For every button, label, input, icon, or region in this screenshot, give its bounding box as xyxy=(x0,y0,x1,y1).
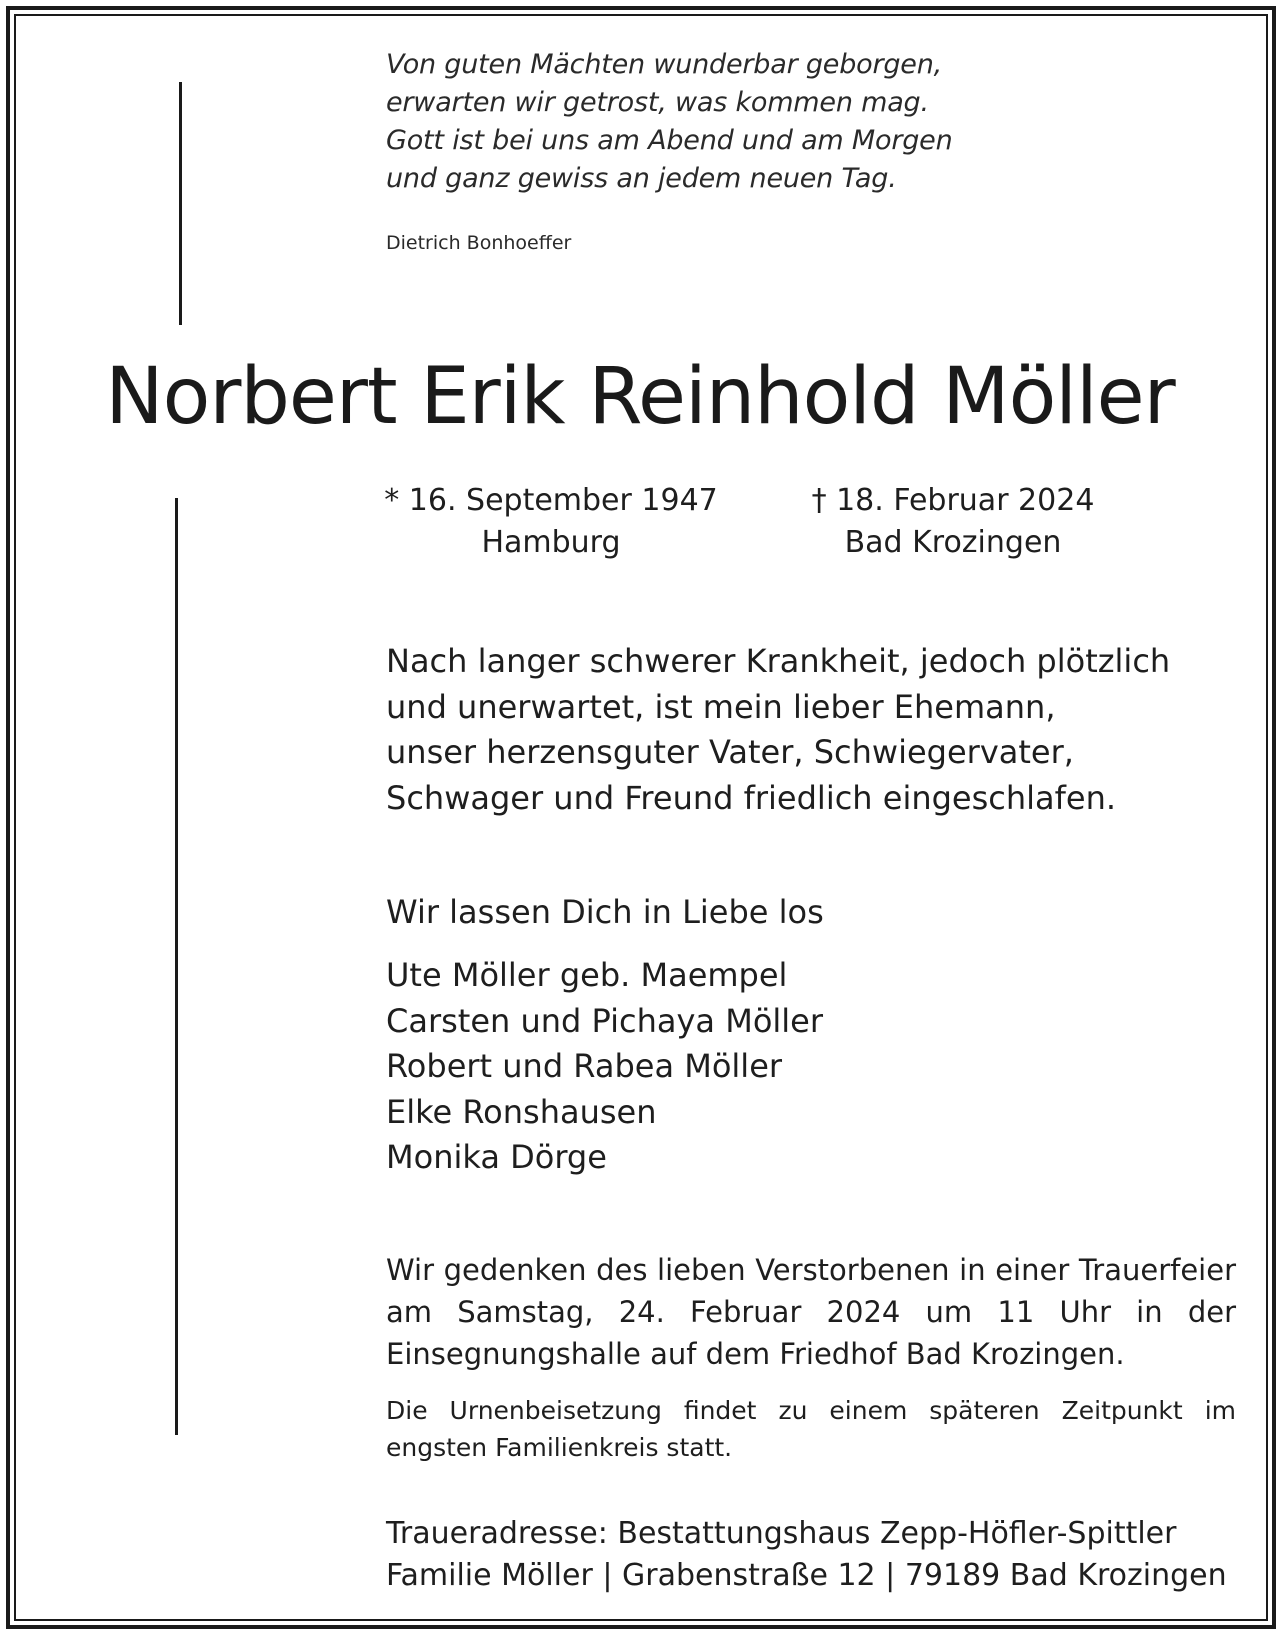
quote-author: Dietrich Bonhoeffer xyxy=(386,232,572,254)
mourner-name: Elke Ronshausen xyxy=(386,1092,657,1131)
memorial-service-notice: Wir gedenken des lieben Verstorbenen in einer Trauerfeier am Samstag, 24. Februar 2024 um 11 Uhr in der Einsegnungshalle auf dem Friedhof Bad Krozingen. xyxy=(386,1253,1236,1371)
birth-place: Hamburg xyxy=(481,525,621,560)
announcement-line: Schwager und Freund friedlich eingeschlafen. xyxy=(386,778,1117,817)
burial-notice: Die Urnenbeisetzung findet zu einem späteren Zeitpunkt im engsten Familienkreis statt. xyxy=(386,1396,1236,1462)
deceased-name: Norbert Erik Reinhold Möller xyxy=(105,352,1175,442)
quote-line: und ganz gewiss an jedem neuen Tag. xyxy=(386,163,897,194)
farewell-line: Wir lassen Dich in Liebe los xyxy=(386,893,824,931)
quote-line: Von guten Mächten wunderbar geborgen, xyxy=(386,49,943,80)
vertical-rule-top xyxy=(179,82,182,325)
death-announcement xyxy=(386,639,1170,821)
bonhoeffer-quote xyxy=(386,46,1026,198)
announcement-line: unser herzensguter Vater, Schwiegervater, xyxy=(386,733,1074,771)
mourner-name: Monika Dörge xyxy=(386,1138,607,1176)
vertical-rule-bottom xyxy=(175,498,178,1435)
death-place: Bad Krozingen xyxy=(844,525,1062,560)
mourner-name: Carsten und Pichaya Möller xyxy=(386,1001,824,1040)
address-line: Familie Möller | Grabenstraße 12 | 79189 Bad Krozingen xyxy=(386,1558,1227,1593)
birth-date: * 16. September 1947 xyxy=(384,483,718,518)
announcement-line: und unerwartet, ist mein lieber Ehemann, xyxy=(386,687,1056,726)
mourning-address xyxy=(386,1513,1227,1597)
death-info xyxy=(794,480,1112,564)
birth-info xyxy=(378,480,724,564)
quote-line: Gott ist bei uns am Abend und am Morgen xyxy=(386,125,953,156)
death-date: † 18. Februar 2024 xyxy=(811,483,1095,518)
quote-line: erwarten wir getrost, was kommen mag. xyxy=(386,87,929,118)
mourners-list xyxy=(386,953,823,1181)
announcement-line: Nach langer schwerer Krankheit, jedoch plötzlich xyxy=(386,642,1171,680)
address-line: Traueradresse: Bestattungshaus Zepp-Höfler-Spittler xyxy=(386,1516,1177,1551)
mourner-name: Ute Möller geb. Maempel xyxy=(386,956,788,994)
mourner-name: Robert und Rabea Möller xyxy=(386,1047,783,1085)
